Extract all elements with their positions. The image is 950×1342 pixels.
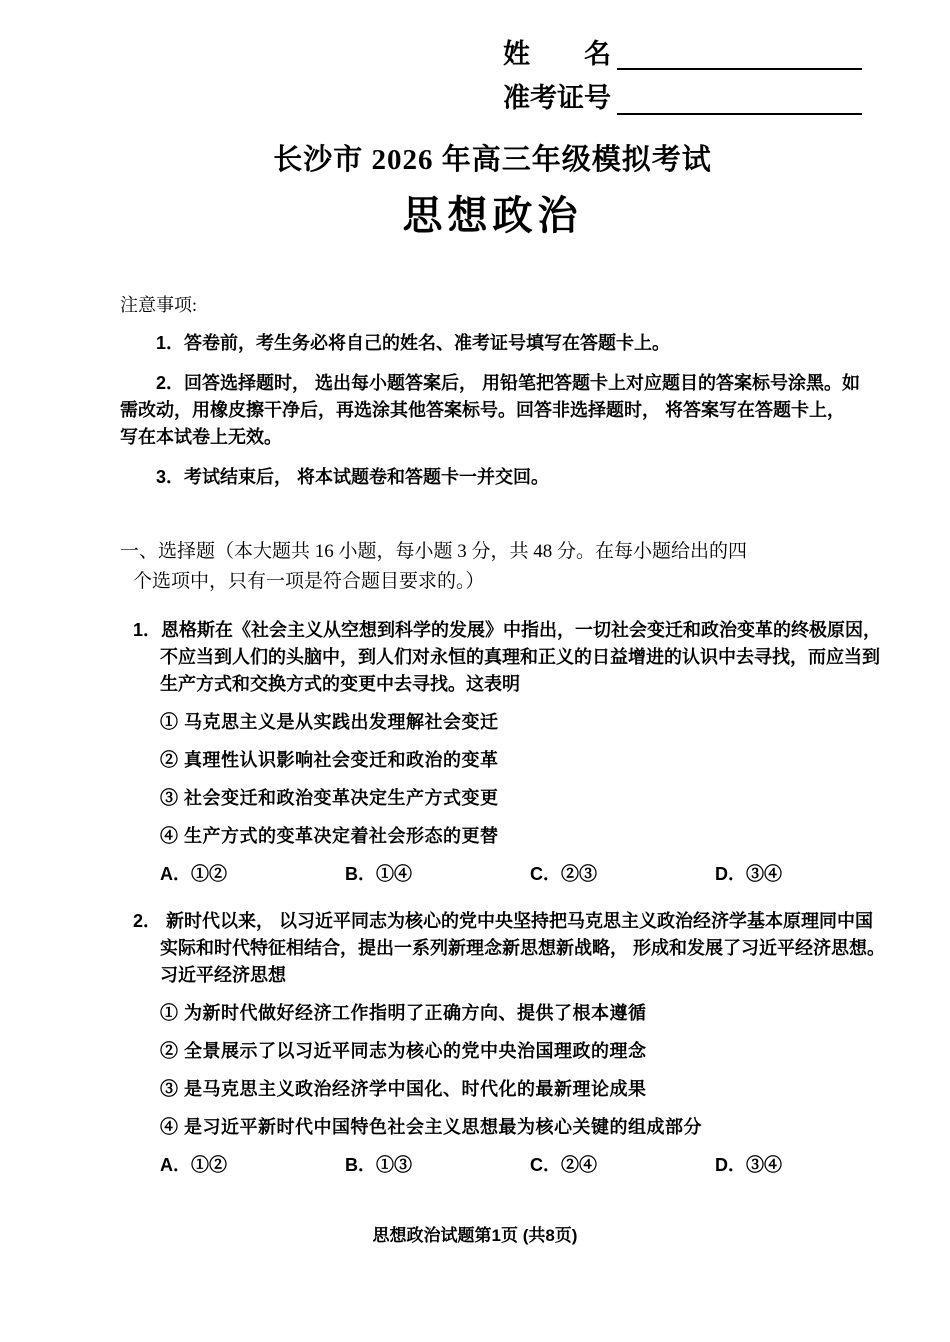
choice-d: D．③④ xyxy=(715,1154,782,1175)
page-footer: 思想政治试题第1页 (共8页) xyxy=(372,1226,578,1245)
answer-choices-row xyxy=(160,861,865,888)
question-1 xyxy=(120,617,882,888)
question-option: ① 为新时代做好经济工作指明了正确方向、提供了根本遵循 xyxy=(160,1002,647,1023)
question-option: ④ 是习近平新时代中国特色社会主义思想最为核心关键的组成部分 xyxy=(160,1116,702,1137)
choice-d: D．③④ xyxy=(715,863,782,884)
question-option: ② 真理性认识影响社会变迁和政治的变革 xyxy=(160,749,499,770)
choice-a: A．①② xyxy=(160,863,227,884)
exam-id-label: 准考证号 xyxy=(503,83,611,114)
question-stem: 2． 新时代以来， 以习近平同志为核心的党中央坚持把马克思主义政治经济学基本原理同中国实际和时代特征相结合，提出一系列新理念新思想新战略， 形成和发展了习近平经济思想。习近平经济思想 xyxy=(133,910,885,985)
section-heading xyxy=(120,537,865,597)
note-item: 2．回答选择题时， 选出每小题答案后， 用铅笔把答题卡上对应题目的答案标号涂黑。如需改动，用橡皮擦干净后，再选涂其他答案标号。回答非选择题时， 将答案写在答题卡上， 写在本试卷上无效。 xyxy=(120,372,861,447)
exam-title: 长沙市 2026 年高三年级模拟考试 xyxy=(273,143,712,176)
question-option: ④ 生产方式的变革决定着社会形态的更替 xyxy=(160,825,499,846)
name-field-row xyxy=(503,38,862,70)
question-stem: 1．恩格斯在《社会主义从空想到科学的发展》中指出，一切社会变迁和政治变革的终极原因，不应当到人们的头脑中，到人们对永恒的真理和正义的日益增进的认识中去寻找，而应当到生产方式和交换方式的变更中去寻找。这表明 xyxy=(133,619,882,694)
subject-title: 思想政治 xyxy=(402,192,583,238)
name-label: 姓 名 xyxy=(503,39,611,69)
section-heading-line: 一、选择题（本大题共 16 小题，每小题 3 分，共 48 分。在每小题给出的四 xyxy=(120,540,748,562)
notes-heading: 注意事项: xyxy=(120,294,198,315)
question-option: ① 马克思主义是从实践出发理解社会变迁 xyxy=(160,711,499,732)
name-blank-line xyxy=(617,40,862,70)
question-option: ③ 社会变迁和政治变革决定生产方式变更 xyxy=(160,787,499,808)
question-option: ③ 是马克思主义政治经济学中国化、时代化的最新理论成果 xyxy=(160,1078,647,1099)
note-item: 3．考试结束后， 将本试题卷和答题卡一并交回。 xyxy=(156,466,550,487)
question-option: ② 全景展示了以习近平同志为核心的党中央治国理政的理念 xyxy=(160,1040,647,1061)
id-field-row xyxy=(503,82,862,114)
note-item: 1．答卷前，考生务必将自己的姓名、准考证号填写在答题卡上。 xyxy=(156,332,671,353)
choice-c: C．②④ xyxy=(530,1154,597,1175)
exam-id-blank-line xyxy=(617,85,862,115)
choice-b: B．①④ xyxy=(345,863,412,884)
section-heading-line: 个选项中，只有一项是符合题目要求的。） xyxy=(133,570,485,592)
choice-a: A．①② xyxy=(160,1154,227,1175)
choice-c: C．②③ xyxy=(530,863,597,884)
answer-choices-row xyxy=(160,1152,865,1179)
question-2 xyxy=(120,908,885,1179)
header-fields xyxy=(503,38,862,115)
choice-b: B．①③ xyxy=(345,1154,412,1175)
notes-section xyxy=(120,291,865,491)
